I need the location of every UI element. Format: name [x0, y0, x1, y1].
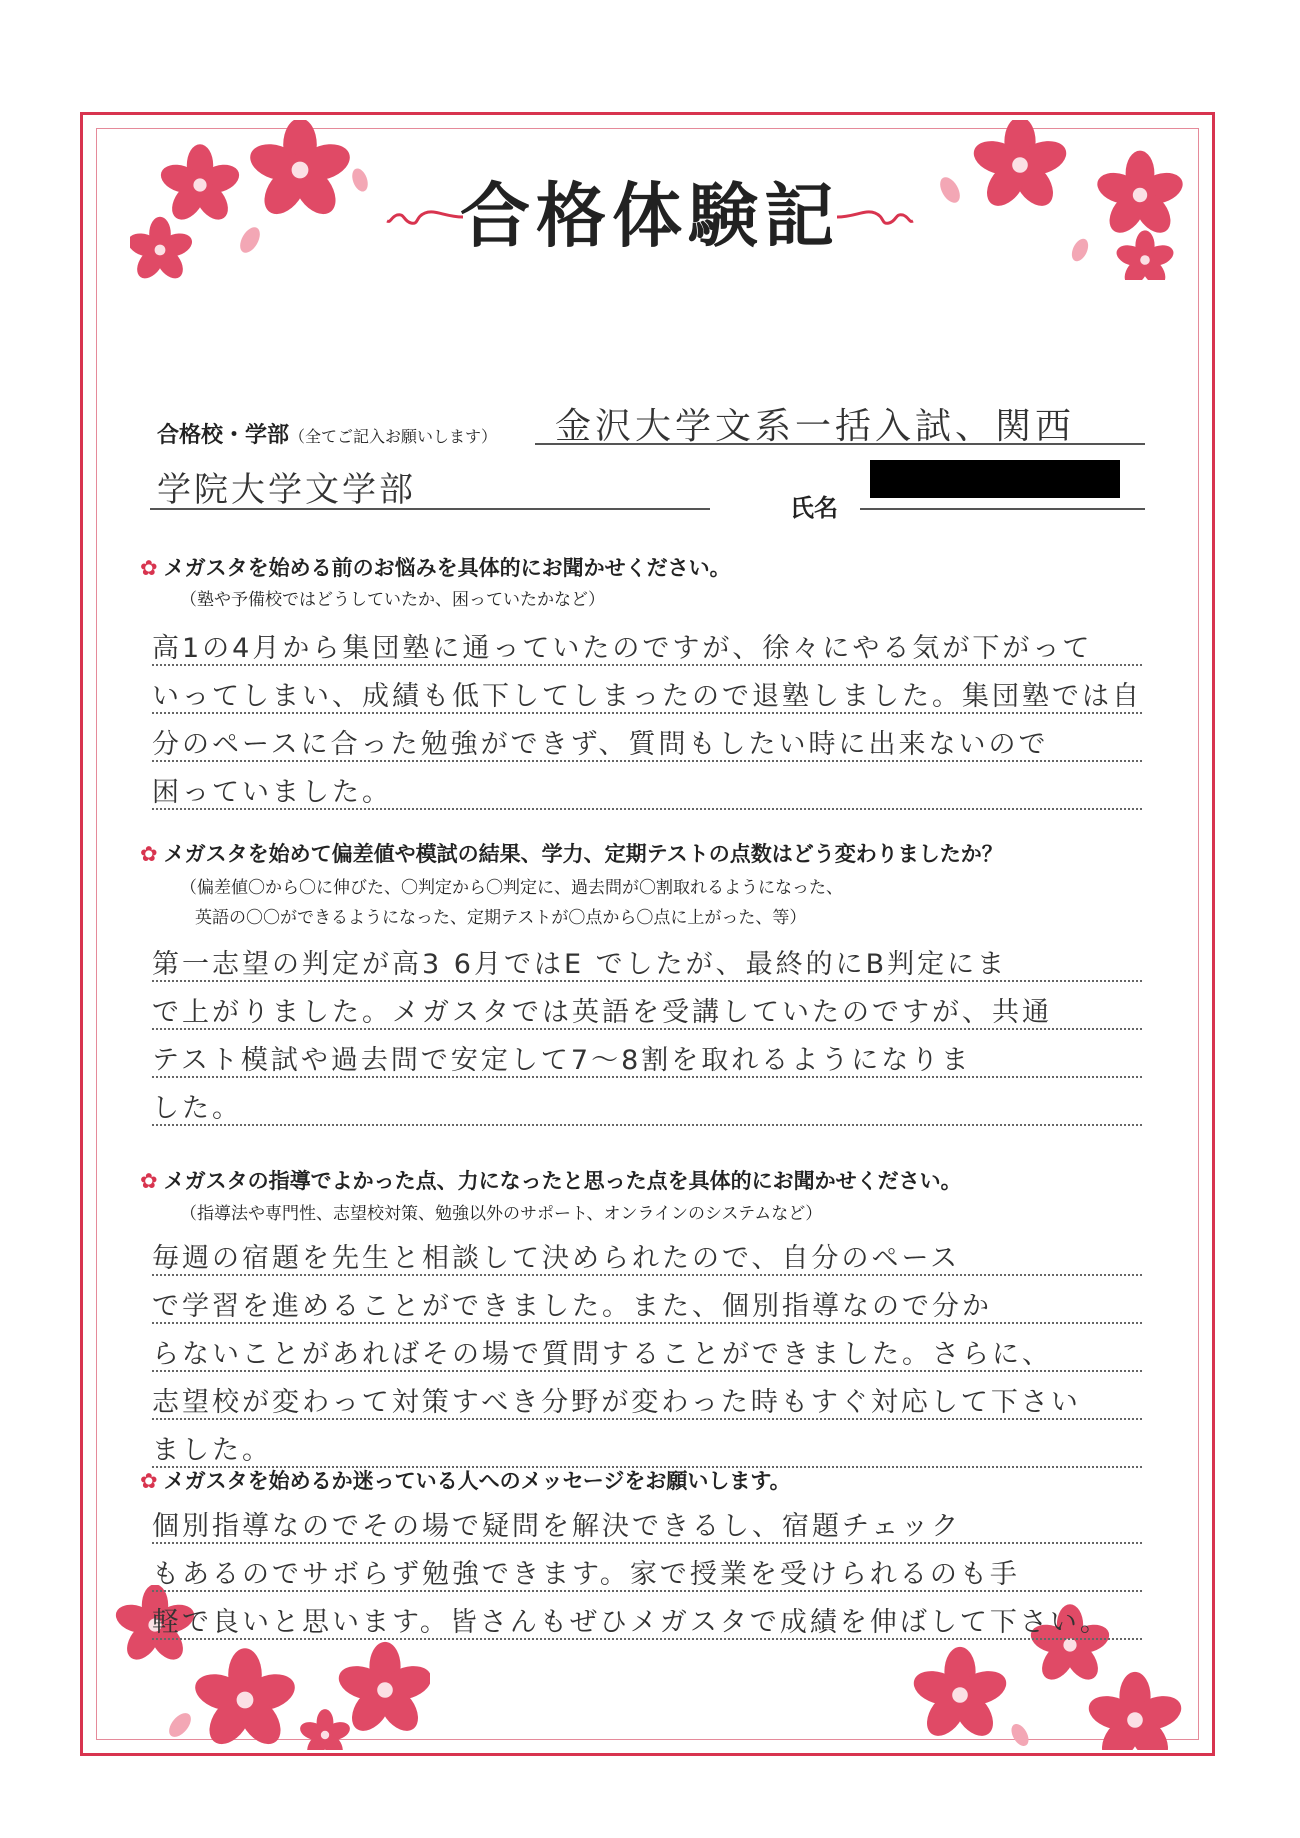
- title-flourish-left-icon: [385, 205, 465, 229]
- sakura-bullet-icon: ✿: [140, 1469, 158, 1493]
- school-value-line1: 金沢大学文系一括入試、関西: [555, 406, 1076, 447]
- answer-line: 第一志望の判定が高3 6月ではE でしたが、最終的にB判定にま: [152, 934, 1142, 982]
- school-underline-1: [535, 443, 1145, 445]
- answer-line: テスト模試や過去問で安定して7〜8割を取れるようになりま: [152, 1030, 1142, 1078]
- answer-line: 分のペースに合った勉強ができず、質問もしたい時に出来ないので: [152, 714, 1142, 762]
- question-2: ✿ メガスタを始めて偏差値や模試の結果、学力、定期テストの点数はどう変わりましたか？: [140, 842, 1003, 866]
- answer-line: 個別指導なのでその場で疑問を解決できるし、宿題チェック: [152, 1496, 1142, 1544]
- question-2-sub-1: （偏差値〇から〇に伸びた、〇判定から〇判定に、過去問が〇割取れるようになった、: [180, 878, 843, 898]
- answer-line: 高1の4月から集団塾に通っていたのですが、徐々にやる気が下がって: [152, 618, 1142, 666]
- name-label: 氏名: [790, 494, 838, 522]
- answer-line: で上がりました。メガスタでは英語を受講していたのですが、共通: [152, 982, 1142, 1030]
- school-value-line2: 学院大学文学部: [157, 470, 416, 510]
- school-hint: （全てご記入お願いします）: [289, 427, 498, 446]
- answer-line: ました。: [152, 1420, 1142, 1468]
- sakura-bullet-icon: ✿: [140, 842, 158, 866]
- question-1-sub: （塾や予備校ではどうしていたか、困っていたかなど）: [180, 590, 605, 610]
- page-title: 合格体験記: [460, 174, 840, 257]
- name-underline: [860, 508, 1145, 510]
- question-3: ✿ メガスタの指導でよかった点、力になったと思った点を具体的にお聞かせください。: [140, 1169, 962, 1193]
- answer-line: いってしまい、成績も低下してしまったので退塾しました。集団塾では自: [152, 666, 1142, 714]
- school-underline-2: [150, 508, 710, 510]
- answer-line: 毎週の宿題を先生と相談して決められたので、自分のペース: [152, 1228, 1142, 1276]
- answer-line: 困っていました。: [152, 762, 1142, 810]
- answer-line: した。: [152, 1078, 1142, 1126]
- answer-line: で学習を進めることができました。また、個別指導なので分か: [152, 1276, 1142, 1324]
- answer-line: 軽で良いと思います。皆さんもぜひメガスタで成績を伸ばして下さい。: [152, 1592, 1142, 1640]
- answer-2: [152, 934, 1142, 1126]
- question-1: ✿ メガスタを始める前のお悩みを具体的にお聞かせください。: [140, 556, 731, 580]
- answer-line: らないことがあればその場で質問することができました。さらに、: [152, 1324, 1142, 1372]
- answer-3: [152, 1228, 1142, 1468]
- answer-1: [152, 618, 1142, 810]
- question-4: ✿ メガスタを始めるか迷っている人へのメッセージをお願いします。: [140, 1469, 791, 1493]
- answer-line: 志望校が変わって対策すべき分野が変わった時もすぐ対応して下さい: [152, 1372, 1142, 1420]
- sakura-bullet-icon: ✿: [140, 1169, 158, 1193]
- question-3-sub: （指導法や専門性、志望校対策、勉強以外のサポート、オンラインのシステムなど）: [180, 1204, 823, 1224]
- name-redaction: [870, 460, 1120, 498]
- answer-4: [152, 1496, 1142, 1640]
- school-label: 合格校・学部（全てご記入お願いします）: [157, 423, 498, 448]
- sakura-bullet-icon: ✿: [140, 556, 158, 580]
- question-2-sub-2: 英語の〇〇ができるようになった、定期テストが〇点から〇点に上がった、等）: [195, 908, 807, 928]
- title-flourish-right-icon: [835, 205, 915, 229]
- answer-line: もあるのでサボらず勉強できます。家で授業を受けられるのも手: [152, 1544, 1142, 1592]
